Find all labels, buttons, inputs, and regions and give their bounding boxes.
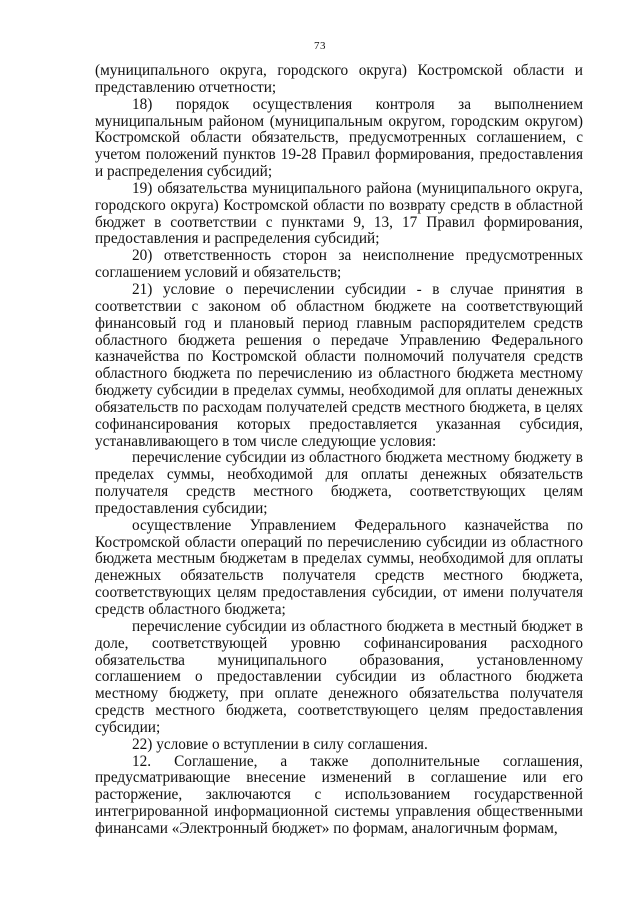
paragraph-item-19: 19) обязательства муниципального района (муниципального округа, городского округа) Костромской области по возврату средств в областной бюджет в соответствии с пунктами 9, 13, 17 Правил формирования, предоставления и распределения субсидий; — [95, 179, 583, 248]
paragraph-item-18: 18) порядок осуществления контроля за выполнением муниципальным районом (муниципальным округом, городским округом) Костромской области обязательств, предусмотренных соглашением, с учетом положений пунктов 19-28 Правил формирования, предоставления и распределения субсидий; — [95, 95, 583, 181]
paragraph-condition-transfer: перечисление субсидии из областного бюджета местному бюджету в пределах суммы, необходимой для оплаты денежных обязательств получателя средств местного бюджета, соответствующих целям предоставления субсидии; — [95, 449, 583, 517]
paragraph-section-12: 12. Соглашение, а также дополнительные соглашения, предусматривающие внесение изменений в соглашение или его расторжение, заключаются с использованием государственной интегрированной информационной системы управления общественными финансами «Электронный бюджет» по формам, аналогичным формам, — [95, 752, 583, 837]
paragraph-condition-treasury: осуществление Управлением Федерального казначейства по Костромской области операций по перечислению субсидии из областного бюджета местным бюджетам в пределах суммы, необходимой для оплаты денежных обязательств получателя средств местного бюджета, соответствующих целям предоставления субсидии, от имени получателя средств областного бюджета; — [95, 516, 583, 618]
document-body — [95, 63, 583, 838]
paragraph-continuation: (муниципального округа, городского округа) Костромской области и представлению отчетности; — [95, 62, 583, 96]
paragraph-condition-share: перечисление субсидии из областного бюджета в местный бюджет в доле, соответствующей уровню софинансирования расходного обязательства муниципального образования, установленному соглашением о предоставлении субсидии из областного бюджета местному бюджету, при оплате денежного обязательства получателя средств местного бюджета, соответствующего целям предоставления субсидии; — [95, 617, 583, 736]
paragraph-item-22: 22) условие о вступлении в силу соглашения. — [132, 735, 428, 753]
paragraph-item-20: 20) ответственность сторон за неисполнение предусмотренных соглашением условий и обязательств; — [95, 247, 583, 282]
page-number: 73 — [314, 40, 326, 52]
paragraph-item-21: 21) условие о перечислении субсидии - в случае принятия в соответствии с законом об областном бюджете на соответствующий финансовый год и плановый период главным распорядителем средств областного бюджета решения о передаче Управлению Федерального казначейства по Костромской области полномочий получателя средств областного бюджета по перечислению из областного бюджета местному бюджету субсидии в пределах суммы, необходимой для оплаты денежных обязательств по расходам получателей средств местного бюджета, в целях софинансирования которых предоставляется указанная субсидия, устанавливающего в том числе следующие условия: — [95, 280, 583, 450]
